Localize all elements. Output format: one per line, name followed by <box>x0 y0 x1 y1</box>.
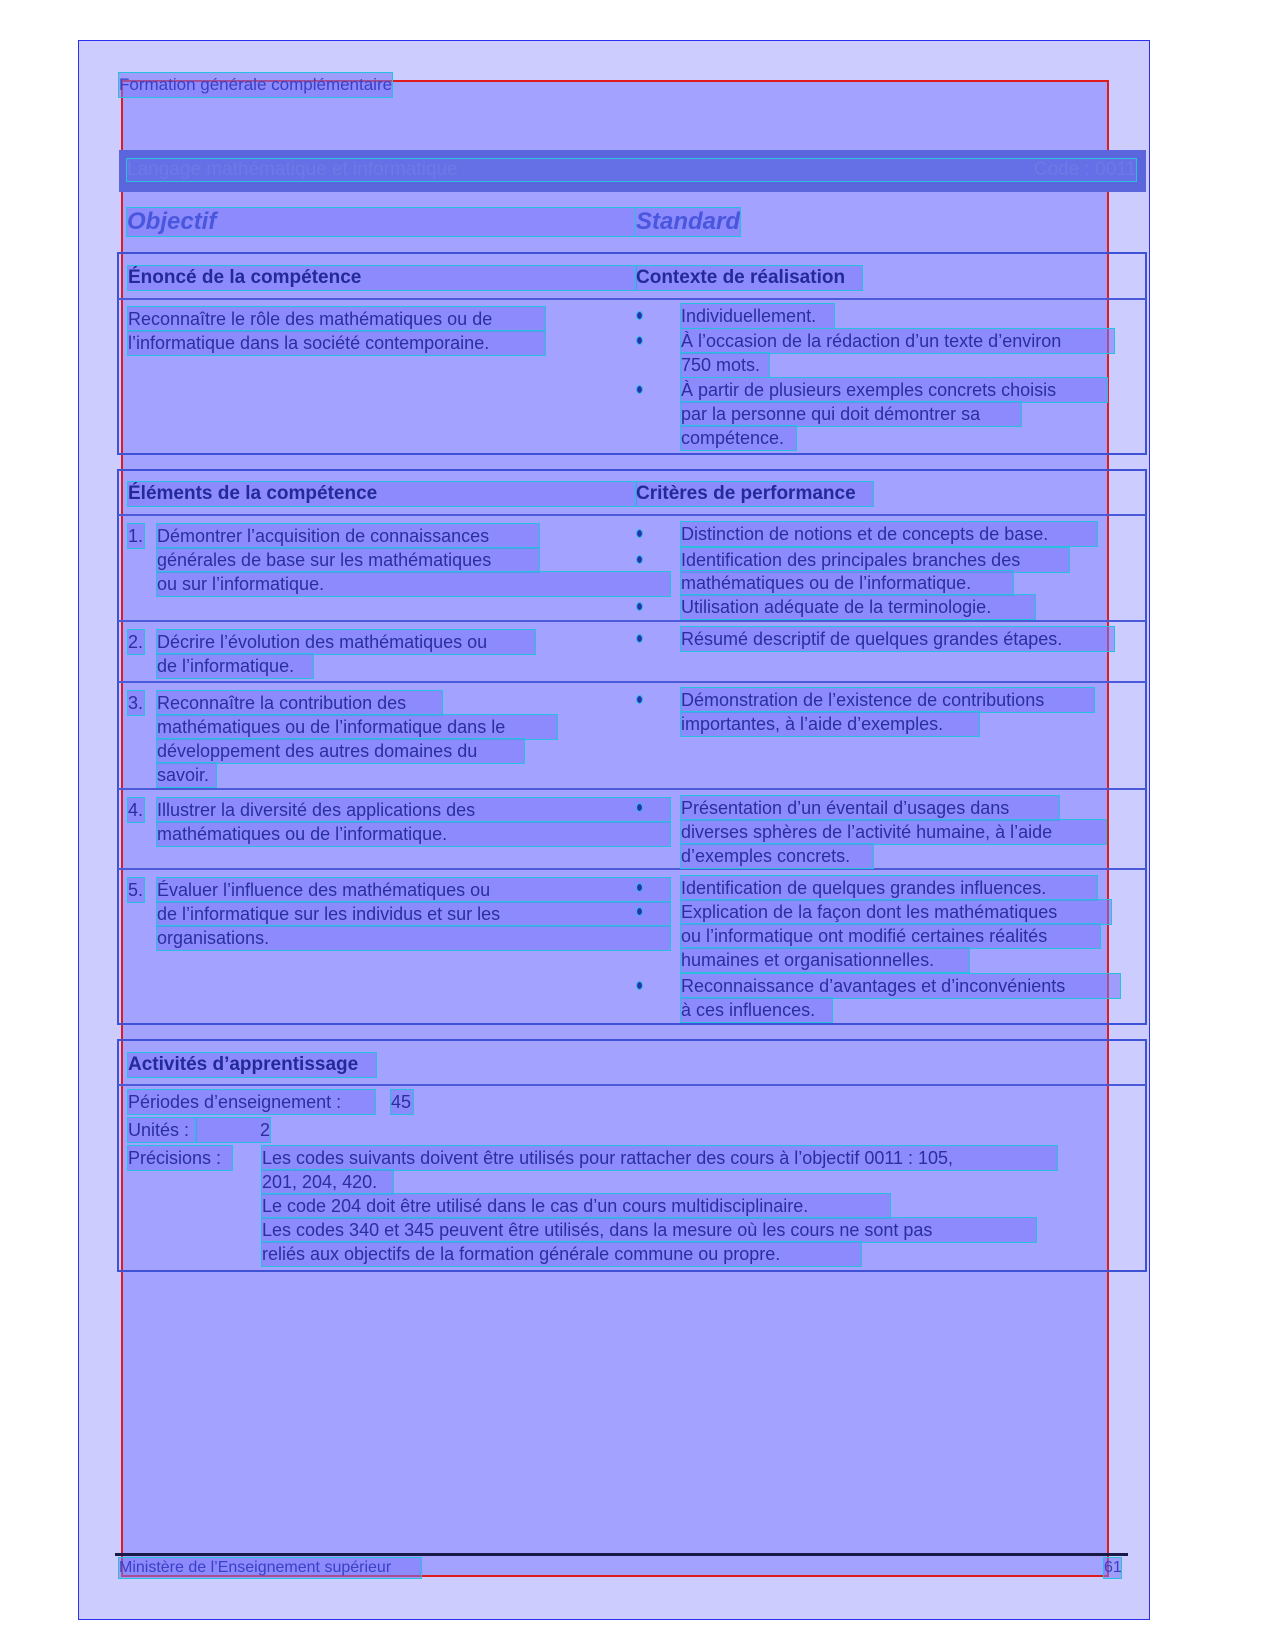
critere-item-cont: ou l’informatique ont modifié certaines réalités <box>681 924 1100 948</box>
document-header: Formation générale complémentaire <box>119 73 392 97</box>
bullet-icon <box>637 603 642 610</box>
objective-code: Code : 0011 <box>1033 159 1136 180</box>
contexte-item: Individuellement. <box>681 304 834 328</box>
element-text-line: Démontrer l’acquisition de connaissances <box>157 524 539 548</box>
enonce-text-line: l’informatique dans la société contemporaine. <box>128 331 545 355</box>
critere-item: Reconnaissance d’avantages et d’inconvénients <box>681 974 1120 998</box>
precisions-label: Précisions : <box>128 1146 232 1170</box>
element-number: 3. <box>128 693 144 713</box>
critere-item: Démonstration de l’existence de contributions <box>681 688 1094 712</box>
standard-heading: Standard <box>636 208 741 235</box>
element-number: 1. <box>128 526 144 546</box>
critere-item-cont: importantes, à l’aide d’exemples. <box>681 712 979 736</box>
contexte-item-cont: 750 mots. <box>681 353 769 377</box>
bullet-icon <box>637 530 642 537</box>
footer-ministry: Ministère de l’Enseignement supérieur <box>119 1558 421 1578</box>
critere-item-cont: mathématiques ou de l’informatique. <box>681 571 1013 595</box>
bullet-icon <box>637 312 642 319</box>
element-number: 4. <box>128 800 144 820</box>
activites-divider <box>118 1084 1146 1086</box>
row-divider <box>118 788 1146 790</box>
unites-label: Unités : <box>128 1118 196 1142</box>
element-text-line: de l’informatique sur les individus et sur les <box>157 902 670 926</box>
enonce-heading: Énoncé de la compétence <box>128 266 636 290</box>
bullet-icon <box>637 556 642 563</box>
element-text-line: ou sur l’informatique. <box>157 572 670 596</box>
bullet-icon <box>637 337 642 344</box>
activites-heading: Activités d’apprentissage <box>128 1053 376 1077</box>
contexte-item-cont: par la personne qui doit démontrer sa <box>681 402 1021 426</box>
bullet-icon <box>637 804 642 811</box>
element-text-line: Reconnaître la contribution des <box>157 691 442 715</box>
precisions-line: Les codes suivants doivent être utilisés pour rattacher des cours à l’objectif 0011 : 105, <box>262 1146 1057 1170</box>
row-divider <box>118 868 1146 870</box>
criteres-heading: Critères de performance <box>636 482 873 506</box>
critere-item: Explication de la façon dont les mathématiques <box>681 900 1111 924</box>
footer-rule <box>115 1553 1128 1556</box>
critere-item-cont: d’exemples concrets. <box>681 844 873 868</box>
unites-value: 2 <box>196 1118 270 1142</box>
critere-item: Identification de quelques grandes influences. <box>681 876 1097 900</box>
bullet-icon <box>637 908 642 915</box>
bullet-icon <box>637 696 642 703</box>
bullet-icon <box>637 386 642 393</box>
precisions-line: Les codes 340 et 345 peuvent être utilisés, dans la mesure où les cours ne sont pas <box>262 1218 1036 1242</box>
title-bar-inner <box>127 159 1136 181</box>
element-number: 2. <box>128 632 144 652</box>
element-text-line: de l’informatique. <box>157 654 313 678</box>
element-text-line: générales de base sur les mathématiques <box>157 548 539 572</box>
elements-heading: Éléments de la compétence <box>128 482 636 506</box>
enonce-text-line: Reconnaître le rôle des mathématiques ou de <box>128 307 545 331</box>
page-number: 61 <box>1104 1559 1122 1576</box>
bullet-icon <box>637 982 642 989</box>
contexte-item: À l’occasion de la rédaction d’un texte d’environ <box>681 329 1114 353</box>
element-text-line: organisations. <box>157 926 670 950</box>
periodes-label: Périodes d’enseignement : <box>128 1090 375 1114</box>
precisions-line: reliés aux objectifs de la formation générale commune ou propre. <box>262 1242 861 1266</box>
bullet-icon <box>637 884 642 891</box>
element-text-line: Évaluer l’influence des mathématiques ou <box>157 878 670 902</box>
element-text-line: mathématiques ou de l’informatique dans le <box>157 715 557 739</box>
critere-item: Utilisation adéquate de la terminologie. <box>681 595 1035 619</box>
periodes-value: 45 <box>391 1092 412 1112</box>
precisions-line: 201, 204, 420. <box>262 1170 393 1194</box>
contexte-item: À partir de plusieurs exemples concrets choisis <box>681 378 1107 402</box>
critere-item: Identification des principales branches des <box>681 548 1069 572</box>
contexte-heading: Contexte de réalisation <box>636 266 862 290</box>
critere-item-cont: humaines et organisationnelles. <box>681 948 969 972</box>
row-divider <box>118 681 1146 683</box>
bullet-icon <box>637 635 642 642</box>
critere-item: Résumé descriptif de quelques grandes étapes. <box>681 627 1114 651</box>
elements-divider <box>118 514 1146 516</box>
critere-item-cont: diverses sphères de l’activité humaine, à l’aide <box>681 820 1106 844</box>
critere-item: Présentation d’un éventail d’usages dans <box>681 796 1059 820</box>
contexte-item-cont: compétence. <box>681 426 796 450</box>
element-number: 5. <box>128 880 144 900</box>
critere-item: Distinction de notions et de concepts de base. <box>681 522 1097 546</box>
element-text-line: mathématiques ou de l’informatique. <box>157 822 670 846</box>
enonce-divider <box>118 298 1146 300</box>
objectif-heading: Objectif <box>127 208 635 236</box>
precisions-line: Le code 204 doit être utilisé dans le cas d’un cours multidisciplinaire. <box>262 1194 890 1218</box>
element-text-line: savoir. <box>157 763 216 787</box>
element-text-line: développement des autres domaines du <box>157 739 524 763</box>
element-text-line: Illustrer la diversité des applications des <box>157 798 670 822</box>
critere-item-cont: à ces influences. <box>681 998 832 1022</box>
subject-title: Langage mathématique et informatique <box>127 159 458 180</box>
title-bar <box>119 150 1146 192</box>
row-divider <box>118 620 1146 622</box>
element-text-line: Décrire l’évolution des mathématiques ou <box>157 630 535 654</box>
